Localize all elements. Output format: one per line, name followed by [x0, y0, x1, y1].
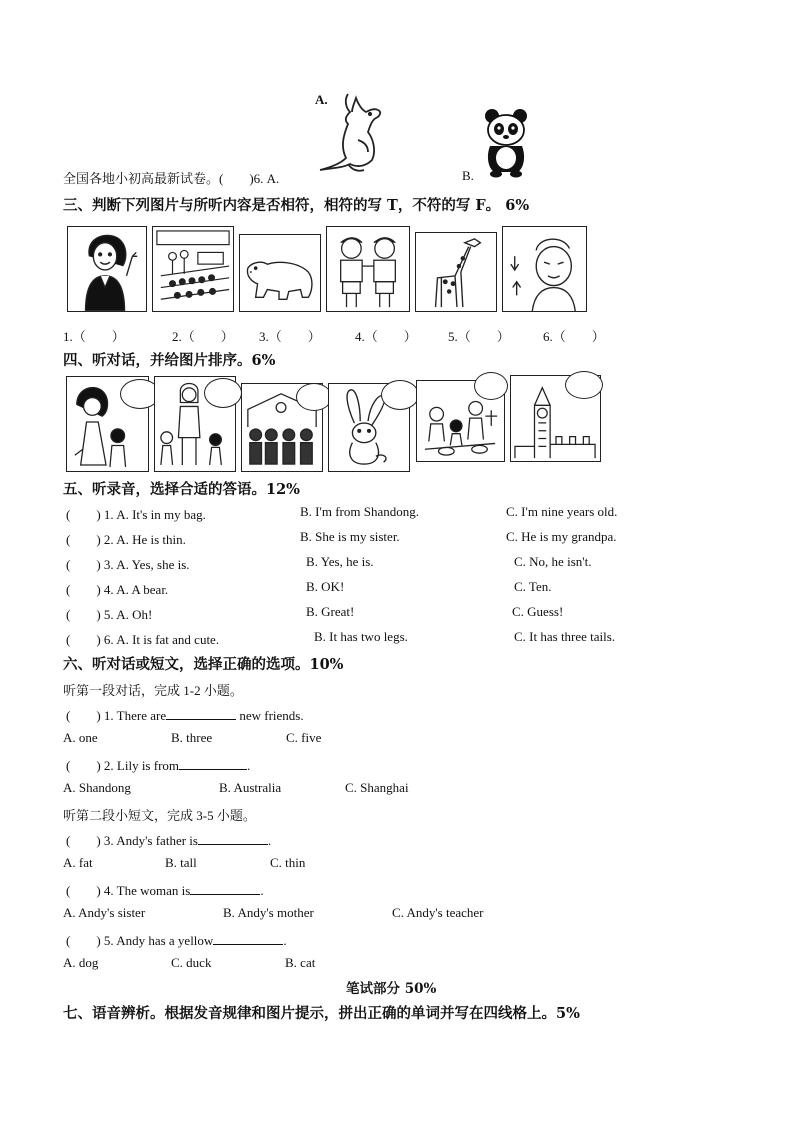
s3-answer-3[interactable]: 3.（ ） — [259, 329, 321, 344]
s6-q3-option-b: B. tall — [165, 855, 197, 870]
section-5-title: 五、听录音，选择合适的答语。12% — [63, 481, 300, 498]
s6-q5-option-a: A. dog — [63, 955, 99, 970]
s6-q3-text: ( ) 3. Andy's father is — [66, 833, 198, 848]
s6-q2-end: . — [247, 758, 251, 773]
s6-q4-blank[interactable] — [190, 882, 260, 895]
s6-q1-end: new friends. — [239, 708, 304, 723]
question-6-text: 全国各地小初高最新试卷。( )6. A. — [63, 171, 280, 186]
s5-q3-b: B. Yes, he is. — [306, 554, 374, 569]
option-a-label: A. — [315, 92, 328, 107]
s6-q2-option-a: A. Shandong — [63, 780, 131, 795]
s6-q2-option-c: C. Shanghai — [345, 780, 409, 795]
s6-q3-blank[interactable] — [198, 832, 268, 845]
s6-q4-end: . — [260, 883, 264, 898]
s4-bubble-2 — [204, 378, 242, 408]
s3-picture-3-polar-bear — [239, 234, 321, 312]
s5-q5-c: C. Guess! — [512, 604, 564, 619]
s6-q3-end: . — [267, 833, 272, 848]
s3-picture-2-supermarket — [152, 226, 234, 312]
s4-bubble-3 — [296, 383, 332, 411]
s5-q1-b: B. I'm from Shandong. — [300, 504, 419, 519]
s5-q6-b: B. It has two legs. — [314, 629, 408, 644]
s5-q2-a[interactable]: ( ) 2. A. He is thin. — [66, 532, 186, 547]
s3-picture-4-two-boys — [326, 226, 410, 312]
s5-q4-a[interactable]: ( ) 4. A. A bear. — [66, 582, 169, 597]
option-b-label: B. — [462, 168, 474, 183]
s6-intro-2: 听第二段小短文，完成 3-5 小题。 — [63, 808, 256, 823]
panda-image — [482, 106, 530, 178]
s5-q2-c: C. He is my grandpa. — [506, 529, 617, 544]
section-3-title: 三、判断下列图片与所听内容是否相符，相符的写 T，不符的写 F。 6% — [63, 197, 530, 214]
section-4-title: 四、听对话，并给图片排序。6% — [63, 352, 276, 369]
s6-intro-1: 听第一段对话，完成 1-2 小题。 — [63, 683, 243, 698]
s6-q2-blank[interactable] — [179, 757, 247, 770]
s6-q5-option-c: C. duck — [171, 955, 212, 970]
s3-picture-5-giraffe — [415, 232, 497, 312]
s5-q3-c: C. No, he isn't. — [514, 554, 592, 569]
s3-picture-6-boy-face — [502, 226, 587, 312]
s6-q3-option-c: C. thin — [270, 855, 306, 870]
s6-q1-blank[interactable] — [166, 707, 236, 720]
s6-q2-option-b: B. Australia — [219, 780, 282, 795]
s6-q5-text: ( ) 5. Andy has a yellow — [66, 933, 214, 948]
s6-q4-option-a: A. Andy's sister — [63, 905, 146, 920]
s3-answer-2[interactable]: 2.（ ） — [172, 329, 234, 344]
s6-q5-end: . — [283, 933, 287, 948]
kangaroo-image — [318, 90, 390, 178]
s6-q4-option-c: C. Andy's teacher — [392, 905, 484, 920]
section-6-title: 六、听对话或短文，选择正确的选项。10% — [63, 656, 344, 673]
s3-answer-1[interactable]: 1.（ ） — [63, 329, 125, 344]
s6-q4-text: ( ) 4. The woman is — [66, 883, 191, 898]
s5-q4-b: B. OK! — [306, 579, 345, 594]
s6-q1-option-a: A. one — [63, 730, 98, 745]
s5-q4-c: C. Ten. — [514, 579, 552, 594]
s5-q2-b: B. She is my sister. — [300, 529, 400, 544]
s5-q1-a[interactable]: ( ) 1. A. It's in my bag. — [66, 507, 206, 522]
s6-q5[interactable] — [66, 930, 287, 949]
s6-q1-option-b: B. three — [171, 730, 213, 745]
s6-q1-option-c: C. five — [286, 730, 322, 745]
s6-q5-option-b: B. cat — [285, 955, 316, 970]
written-part-title: 笔试部分 50% — [346, 981, 437, 997]
s6-q5-blank[interactable] — [213, 932, 283, 945]
s5-q5-a[interactable]: ( ) 5. A. Oh! — [66, 607, 153, 622]
s5-q6-a[interactable]: ( ) 6. A. It is fat and cute. — [66, 632, 220, 647]
s5-q1-c: C. I'm nine years old. — [506, 504, 618, 519]
s6-q1-text: ( ) 1. There are — [66, 708, 167, 723]
s3-picture-1-woman — [67, 226, 147, 312]
s5-q5-b: B. Great! — [306, 604, 355, 619]
s6-q3-option-a: A. fat — [63, 855, 93, 870]
s6-q3[interactable] — [66, 830, 271, 849]
s4-bubble-6 — [565, 371, 603, 399]
s5-q3-a[interactable]: ( ) 3. A. Yes, she is. — [66, 557, 190, 572]
s6-q1[interactable] — [66, 705, 304, 724]
s5-q6-c: C. It has three tails. — [514, 629, 616, 644]
s3-answer-4[interactable]: 4.（ ） — [355, 329, 417, 344]
s6-q4-option-b: B. Andy's mother — [223, 905, 314, 920]
s6-q4[interactable] — [66, 880, 264, 899]
s4-bubble-4 — [381, 380, 419, 410]
s3-answer-5[interactable]: 5.（ ） — [448, 329, 510, 344]
s6-q2[interactable] — [66, 755, 250, 774]
s4-bubble-5 — [474, 372, 508, 400]
section-7-title: 七、语音辨析。根据发音规律和图片提示，拼出正确的单词并写在四线格上。5% — [63, 1005, 580, 1022]
s3-answer-6[interactable]: 6.（ ） — [543, 329, 605, 344]
s6-q2-text: ( ) 2. Lily is from — [66, 758, 180, 773]
